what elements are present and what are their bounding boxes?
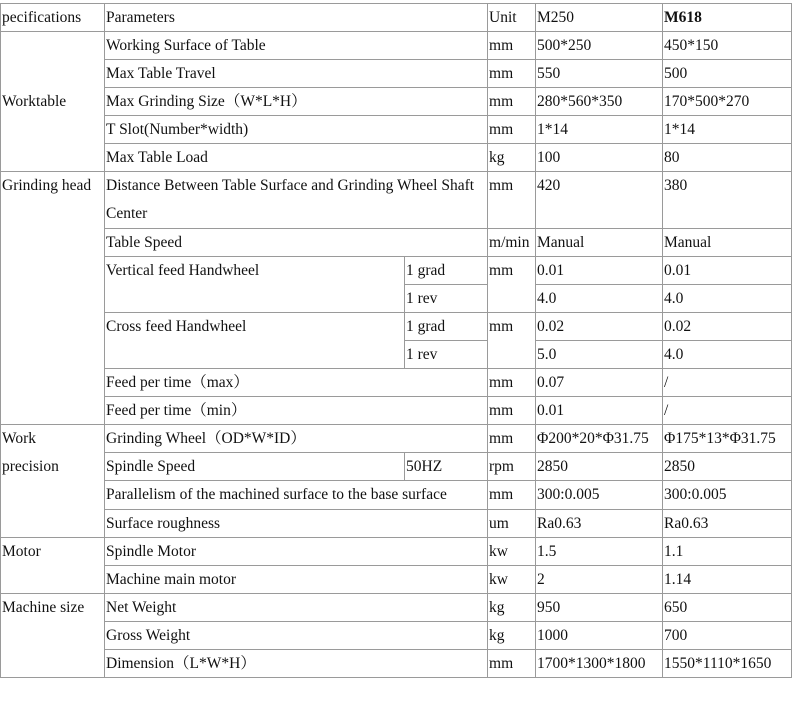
group-work-precision <box>1 425 105 538</box>
unit-cell: mm <box>488 172 536 229</box>
param-label: Max Table Travel <box>105 60 488 88</box>
table-row <box>1 594 792 622</box>
param-label: T Slot(Number*width) <box>105 116 488 144</box>
header-unit: Unit <box>488 4 536 32</box>
table-row <box>1 313 792 341</box>
m250-value: 5.0 <box>536 341 663 369</box>
param-label: Table Speed <box>105 229 488 257</box>
param-label: Feed per time（min） <box>105 397 488 425</box>
unit-cell: mm <box>488 88 536 116</box>
m618-value: 4.0 <box>663 285 792 313</box>
unit-cell: kg <box>488 622 536 650</box>
table-row <box>1 60 792 88</box>
unit-cell: mm <box>488 481 536 510</box>
table-row <box>1 257 792 285</box>
unit-cell: mm <box>488 60 536 88</box>
m618-value: / <box>663 369 792 397</box>
m618-value: 650 <box>663 594 792 622</box>
m250-value: Manual <box>536 229 663 257</box>
param-label: Vertical feed Handwheel <box>105 257 405 313</box>
m618-value: 2850 <box>663 453 792 481</box>
unit-cell: kw <box>488 538 536 566</box>
sub-param: 1 rev <box>405 341 488 369</box>
m250-value: 4.0 <box>536 285 663 313</box>
m618-value: Ra0.63 <box>663 510 792 538</box>
unit-cell: kw <box>488 566 536 594</box>
unit-cell: mm <box>488 425 536 453</box>
table-row <box>1 538 792 566</box>
param-label: Dimension（L*W*H） <box>105 650 488 678</box>
sub-param: 1 rev <box>405 285 488 313</box>
m250-value: 1000 <box>536 622 663 650</box>
m618-value: 4.0 <box>663 341 792 369</box>
param-label: Spindle Motor <box>105 538 488 566</box>
m618-value: 700 <box>663 622 792 650</box>
unit-cell: kg <box>488 144 536 172</box>
unit-cell: mm <box>488 397 536 425</box>
m250-value: 1*14 <box>536 116 663 144</box>
m618-value: 1.1 <box>663 538 792 566</box>
group-work-precision-line2: precision <box>2 458 59 475</box>
m250-value: 0.07 <box>536 369 663 397</box>
m250-value: 0.02 <box>536 313 663 341</box>
group-machine-size: Machine size <box>1 594 105 678</box>
table-row <box>1 453 792 481</box>
m618-value: 380 <box>663 172 792 229</box>
group-worktable: Worktable <box>1 32 105 172</box>
m250-value: Ra0.63 <box>536 510 663 538</box>
m618-value: Manual <box>663 229 792 257</box>
table-row <box>1 481 792 510</box>
spec-table <box>0 3 792 678</box>
param-label: Net Weight <box>105 594 488 622</box>
sub-param: 1 grad <box>405 313 488 341</box>
unit-cell: mm <box>488 116 536 144</box>
m250-value: 1700*1300*1800 <box>536 650 663 678</box>
unit-cell: mm <box>488 313 536 369</box>
table-row <box>1 88 792 116</box>
m250-value: 0.01 <box>536 397 663 425</box>
param-label: Working Surface of Table <box>105 32 488 60</box>
param-label: Cross feed Handwheel <box>105 313 405 369</box>
param-label: Feed per time（max） <box>105 369 488 397</box>
m250-value: 420 <box>536 172 663 229</box>
m618-value: 300:0.005 <box>663 481 792 510</box>
param-label: Parallelism of the machined surface to the base surface <box>105 481 488 510</box>
table-row <box>1 369 792 397</box>
sub-param: 1 grad <box>405 257 488 285</box>
table-row <box>1 172 792 229</box>
m618-value: 0.01 <box>663 257 792 285</box>
m250-value: 1.5 <box>536 538 663 566</box>
table-row <box>1 229 792 257</box>
m250-value: 550 <box>536 60 663 88</box>
m250-value: 500*250 <box>536 32 663 60</box>
header-row <box>1 4 792 32</box>
sub-param: 50HZ <box>405 453 488 481</box>
table-row <box>1 32 792 60</box>
m618-value: 80 <box>663 144 792 172</box>
m250-value: Φ200*20*Φ31.75 <box>536 425 663 453</box>
m250-value: 0.01 <box>536 257 663 285</box>
param-label: Machine main motor <box>105 566 488 594</box>
m250-value: 2850 <box>536 453 663 481</box>
m250-value: 100 <box>536 144 663 172</box>
header-specifications: pecifications <box>1 4 105 32</box>
unit-cell: m/min <box>488 229 536 257</box>
m250-value: 950 <box>536 594 663 622</box>
m250-value: 280*560*350 <box>536 88 663 116</box>
param-label: Max Table Load <box>105 144 488 172</box>
header-parameters: Parameters <box>105 4 488 32</box>
m618-value: 500 <box>663 60 792 88</box>
table-row <box>1 397 792 425</box>
m618-value: 0.02 <box>663 313 792 341</box>
group-grinding-head: Grinding head <box>1 172 105 425</box>
m618-value: 450*150 <box>663 32 792 60</box>
table-row <box>1 510 792 538</box>
m250-value: 2 <box>536 566 663 594</box>
m618-value: 1.14 <box>663 566 792 594</box>
param-label: Max Grinding Size（W*L*H） <box>105 88 488 116</box>
param-label: Gross Weight <box>105 622 488 650</box>
unit-cell: rpm <box>488 453 536 481</box>
unit-cell: um <box>488 510 536 538</box>
table-row <box>1 650 792 678</box>
table-row <box>1 566 792 594</box>
unit-cell: mm <box>488 257 536 313</box>
m618-value: 170*500*270 <box>663 88 792 116</box>
param-label: Spindle Speed <box>105 453 405 481</box>
unit-cell: mm <box>488 32 536 60</box>
group-motor: Motor <box>1 538 105 594</box>
unit-cell: mm <box>488 650 536 678</box>
table-row <box>1 144 792 172</box>
header-m250: M250 <box>536 4 663 32</box>
param-label: Distance Between Table Surface and Grinding Wheel Shaft Center <box>105 172 488 229</box>
m618-value: 1550*1110*1650 <box>663 650 792 678</box>
m250-value: 300:0.005 <box>536 481 663 510</box>
table-row <box>1 116 792 144</box>
table-row <box>1 622 792 650</box>
param-label: Surface roughness <box>105 510 488 538</box>
param-label: Grinding Wheel（OD*W*ID） <box>105 425 488 453</box>
table-row <box>1 425 792 453</box>
unit-cell: mm <box>488 369 536 397</box>
m618-value: Φ175*13*Φ31.75 <box>663 425 792 453</box>
m618-value: 1*14 <box>663 116 792 144</box>
group-work-precision-line1: Work <box>2 430 37 447</box>
unit-cell: kg <box>488 594 536 622</box>
header-m618: M618 <box>663 4 792 32</box>
m618-value: / <box>663 397 792 425</box>
